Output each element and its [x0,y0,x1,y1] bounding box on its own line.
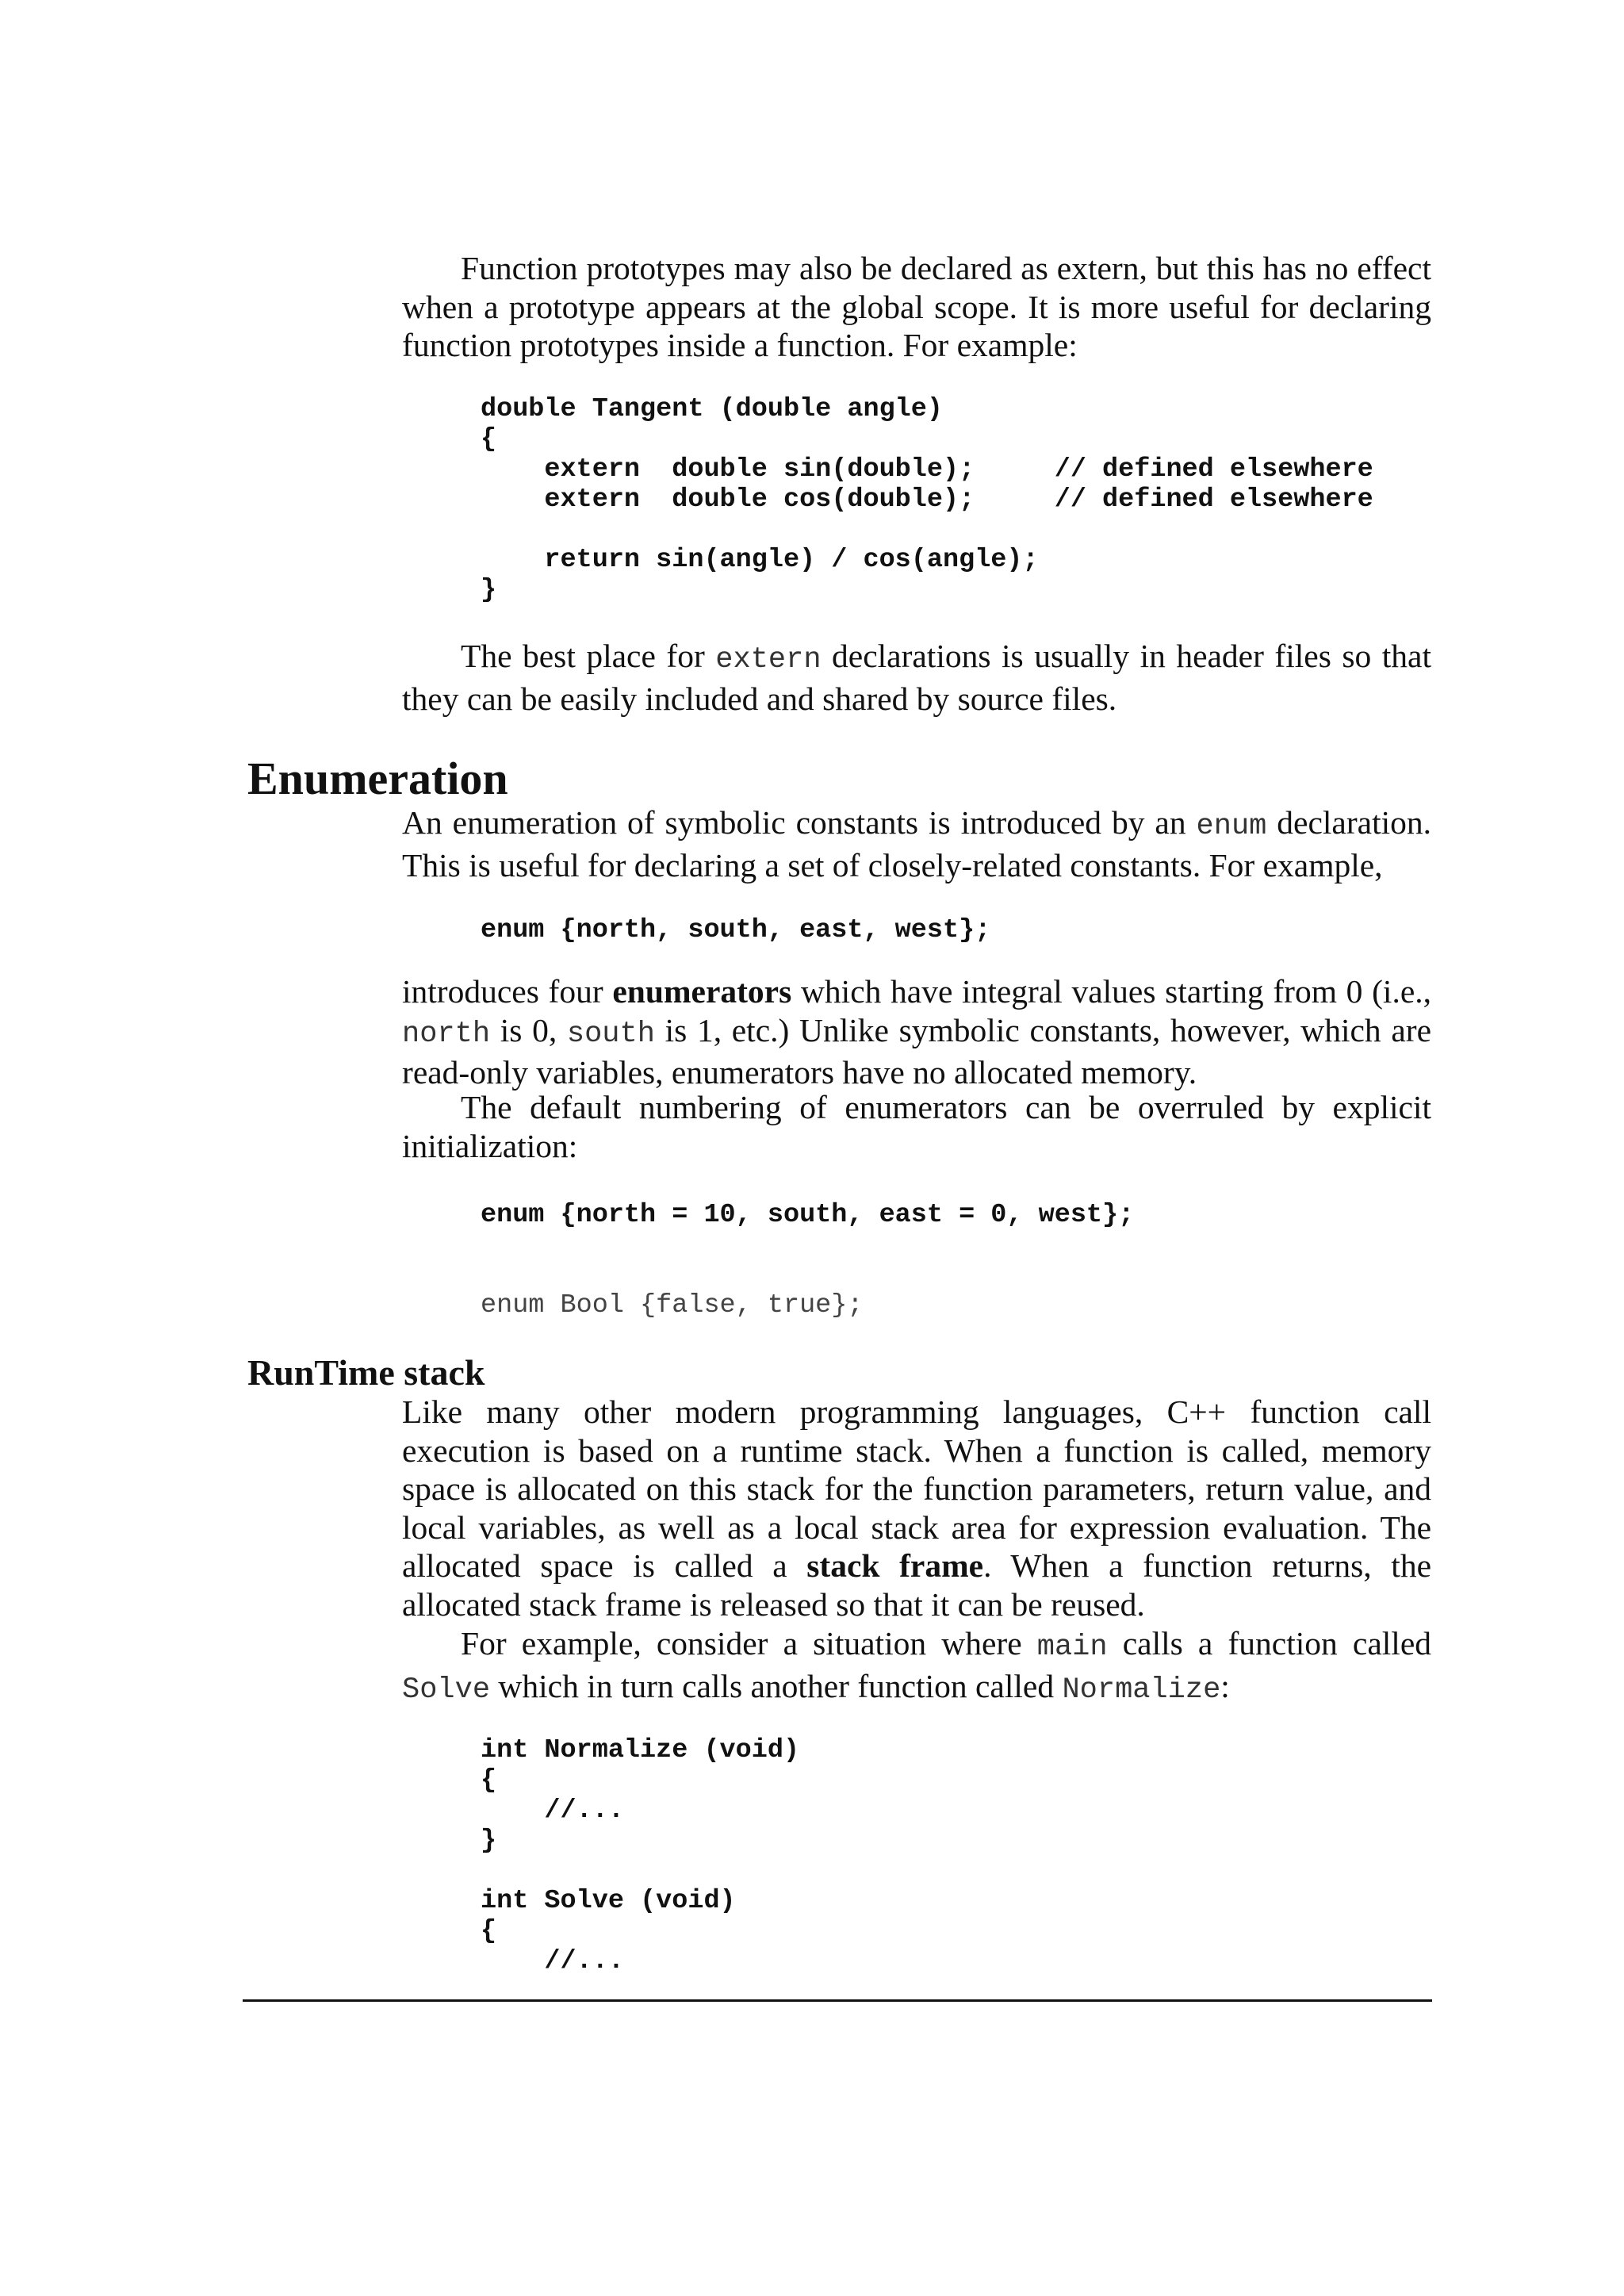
text-run: The default numbering of enumerators can be overruled by explicit initialization: [402,1089,1431,1164]
code-block-functions: int Normalize (void) { //... } int Solve (void) { //... [481,1735,800,1976]
text-run: An enumeration of symbolic constants is introduced by an [402,804,1197,841]
example-paragraph [402,1624,1431,1709]
inline-code: Normalize [1062,1673,1221,1707]
code-block-enum-bool: enum Bool {false, true}; [481,1290,864,1320]
bold-term: enumerators [612,973,792,1010]
text-run: which have integral values starting from 0 (i.e., [791,973,1431,1010]
enum-intro-paragraph [402,803,1431,884]
text-run: For example, consider a situation where [461,1625,1037,1662]
text-run: is 1, etc.) Unlike symbolic constants, however, which are read-only variables, enumerators have no allocated memory. [402,1011,1431,1091]
footer-rule [243,1999,1432,2002]
default-numbering-paragraph [402,1088,1431,1165]
code-block-tangent: double Tangent (double angle) { extern double sin(double); // defined elsewhere extern double cos(double); // defined elsewhere return sin(angle) / cos(angle); } [481,394,1373,605]
text-run: introduces four [402,973,613,1010]
extern-paragraph [402,637,1431,718]
intro-paragraph [402,249,1431,365]
text-run: is 0, [490,1011,567,1048]
text-run: : [1220,1667,1230,1704]
inline-code: enum [1196,810,1267,843]
text-run: Like many other modern programming languages, C++ function call execution is based on a runtime stack. When a function is called, memory space is allocated on this stack for the function parameters, return value, and local variables, as well as a local stack area for expression evaluation. The allocated space is called a [402,1393,1431,1584]
section-heading-enumeration: Enumeration [247,753,508,804]
text-run: . When a function returns, the allocated stack frame is released so that it can be reused. [402,1547,1432,1623]
text-run: which in turn calls another function called [490,1667,1063,1704]
inline-code: main [1036,1631,1108,1664]
enumerators-paragraph [402,972,1431,1092]
inline-code: south [566,1017,655,1051]
inline-code: Solve [402,1673,491,1707]
inline-code: extern [715,643,822,677]
text-run: declarations is usually in header files so that they can be easily included and shared by source files. [402,638,1431,717]
bold-term: stack frame [806,1547,984,1584]
runtime-paragraph [402,1393,1431,1623]
intro-text: Function prototypes may also be declared as extern, but this has no effect when a prototype appears at the global scope. It is more useful for declaring function prototypes inside a function. For example: [402,250,1431,363]
section-heading-runtime-stack: RunTime stack [247,1352,485,1393]
code-block-enum-init: enum {north = 10, south, east = 0, west}; [481,1200,1135,1230]
text-run: calls a function called [1107,1625,1431,1662]
inline-code: north [402,1017,491,1051]
code-block-enum: enum {north, south, east, west}; [481,915,991,945]
text-run: declaration. This is useful for declaring a set of closely-related constants. For example, [402,804,1432,884]
text-run: The best place for [461,638,716,674]
